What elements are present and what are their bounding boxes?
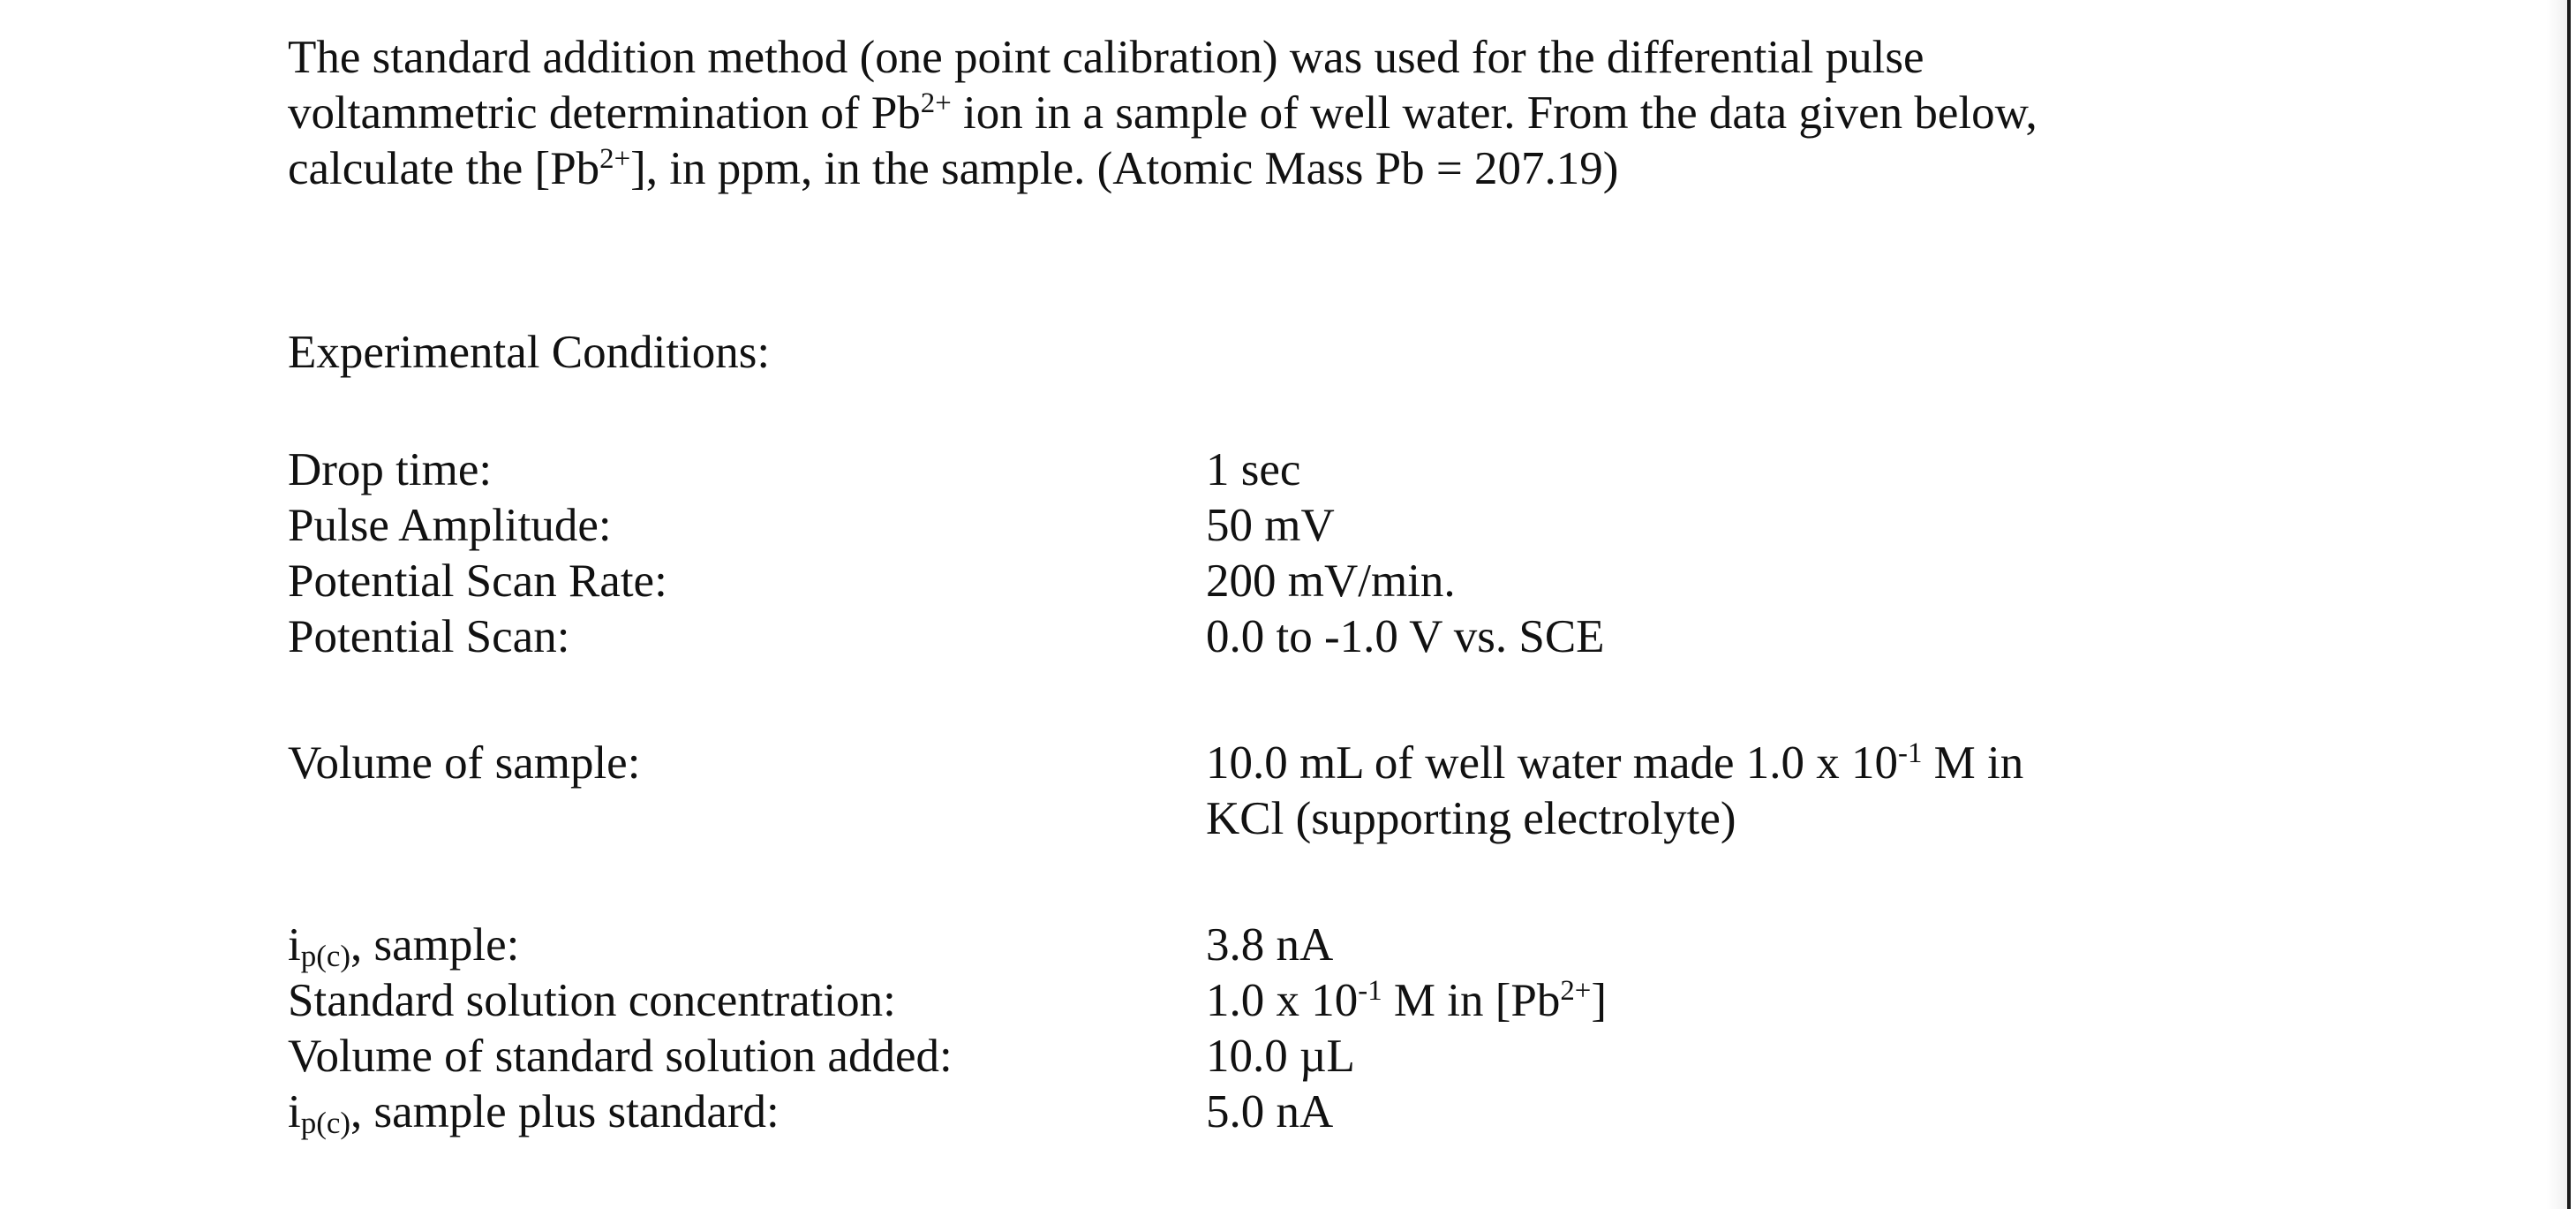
current-subscript: p(c) bbox=[300, 1105, 351, 1140]
volume-sample-value-line-2: KCl (supporting electrolyte) bbox=[1206, 793, 1736, 844]
current-symbol: i bbox=[288, 919, 301, 971]
standard-concentration-text-b: M in [Pb bbox=[1382, 975, 1561, 1026]
charge-superscript: 2+ bbox=[920, 87, 952, 119]
page-edge-border bbox=[2567, 0, 2571, 1209]
standard-concentration-value bbox=[1206, 973, 1607, 1029]
problem-line-3 bbox=[288, 141, 2318, 197]
problem-line-2-text-a: voltammetric determination of Pb bbox=[288, 87, 921, 139]
exponent-superscript: -1 bbox=[1898, 737, 1923, 769]
problem-line-3-text-a: calculate the [Pb bbox=[288, 143, 600, 194]
drop-time-value: 1 sec bbox=[1206, 444, 1301, 495]
ip-sample-label-rest: , sample: bbox=[350, 919, 520, 971]
ip-sample-plus-standard-label-rest: , sample plus standard: bbox=[350, 1086, 780, 1137]
ip-sample-label bbox=[288, 918, 519, 973]
current-subscript: p(c) bbox=[300, 938, 351, 973]
potential-scan-value: 0.0 to -1.0 V vs. SCE bbox=[1206, 611, 1605, 662]
current-symbol: i bbox=[288, 1086, 301, 1137]
drop-time-label: Drop time: bbox=[288, 444, 493, 495]
volume-sample-value bbox=[1206, 736, 2023, 847]
volume-sample-text-b: M in bbox=[1922, 737, 2024, 789]
problem-line-2 bbox=[288, 86, 2318, 141]
charge-superscript: 2+ bbox=[599, 142, 631, 175]
exponent-superscript: -1 bbox=[1358, 974, 1382, 1007]
pulse-amplitude-value: 50 mV bbox=[1206, 500, 1335, 551]
ip-sample-value: 3.8 nA bbox=[1206, 919, 1334, 971]
standard-volume-value: 10.0 µL bbox=[1206, 1031, 1355, 1082]
ip-sample-plus-standard-value: 5.0 nA bbox=[1206, 1086, 1334, 1137]
ip-sample-plus-standard-label bbox=[288, 1084, 780, 1140]
scan-rate-value: 200 mV/min. bbox=[1206, 555, 1456, 607]
problem-line-2-text-b: ion in a sample of well water. From the data given below, bbox=[951, 87, 2037, 139]
problem-line-3-text-b: ], in ppm, in the sample. (Atomic Mass Pb = 207.19) bbox=[630, 143, 1619, 194]
scan-shadow bbox=[2546, 0, 2567, 1209]
volume-sample-value-line-1 bbox=[1206, 736, 2023, 791]
standard-concentration-label: Standard solution concentration: bbox=[288, 975, 896, 1026]
volume-sample-text-a: 10.0 mL of well water made 1.0 x 10 bbox=[1206, 737, 1899, 789]
standard-concentration-text-a: 1.0 x 10 bbox=[1206, 975, 1359, 1026]
scan-rate-label: Potential Scan Rate: bbox=[288, 555, 667, 607]
charge-superscript: 2+ bbox=[1560, 974, 1592, 1007]
standard-concentration-text-c: ] bbox=[1591, 975, 1607, 1026]
volume-sample-label: Volume of sample: bbox=[288, 737, 641, 789]
pulse-amplitude-label: Pulse Amplitude: bbox=[288, 500, 612, 551]
potential-scan-label: Potential Scan: bbox=[288, 611, 570, 662]
problem-line-1: The standard addition method (one point calibration) was used for the differential pulse bbox=[288, 32, 1924, 83]
problem-statement bbox=[288, 30, 2318, 197]
experimental-conditions-heading: Experimental Conditions: bbox=[288, 327, 771, 378]
standard-volume-label: Volume of standard solution added: bbox=[288, 1031, 953, 1082]
